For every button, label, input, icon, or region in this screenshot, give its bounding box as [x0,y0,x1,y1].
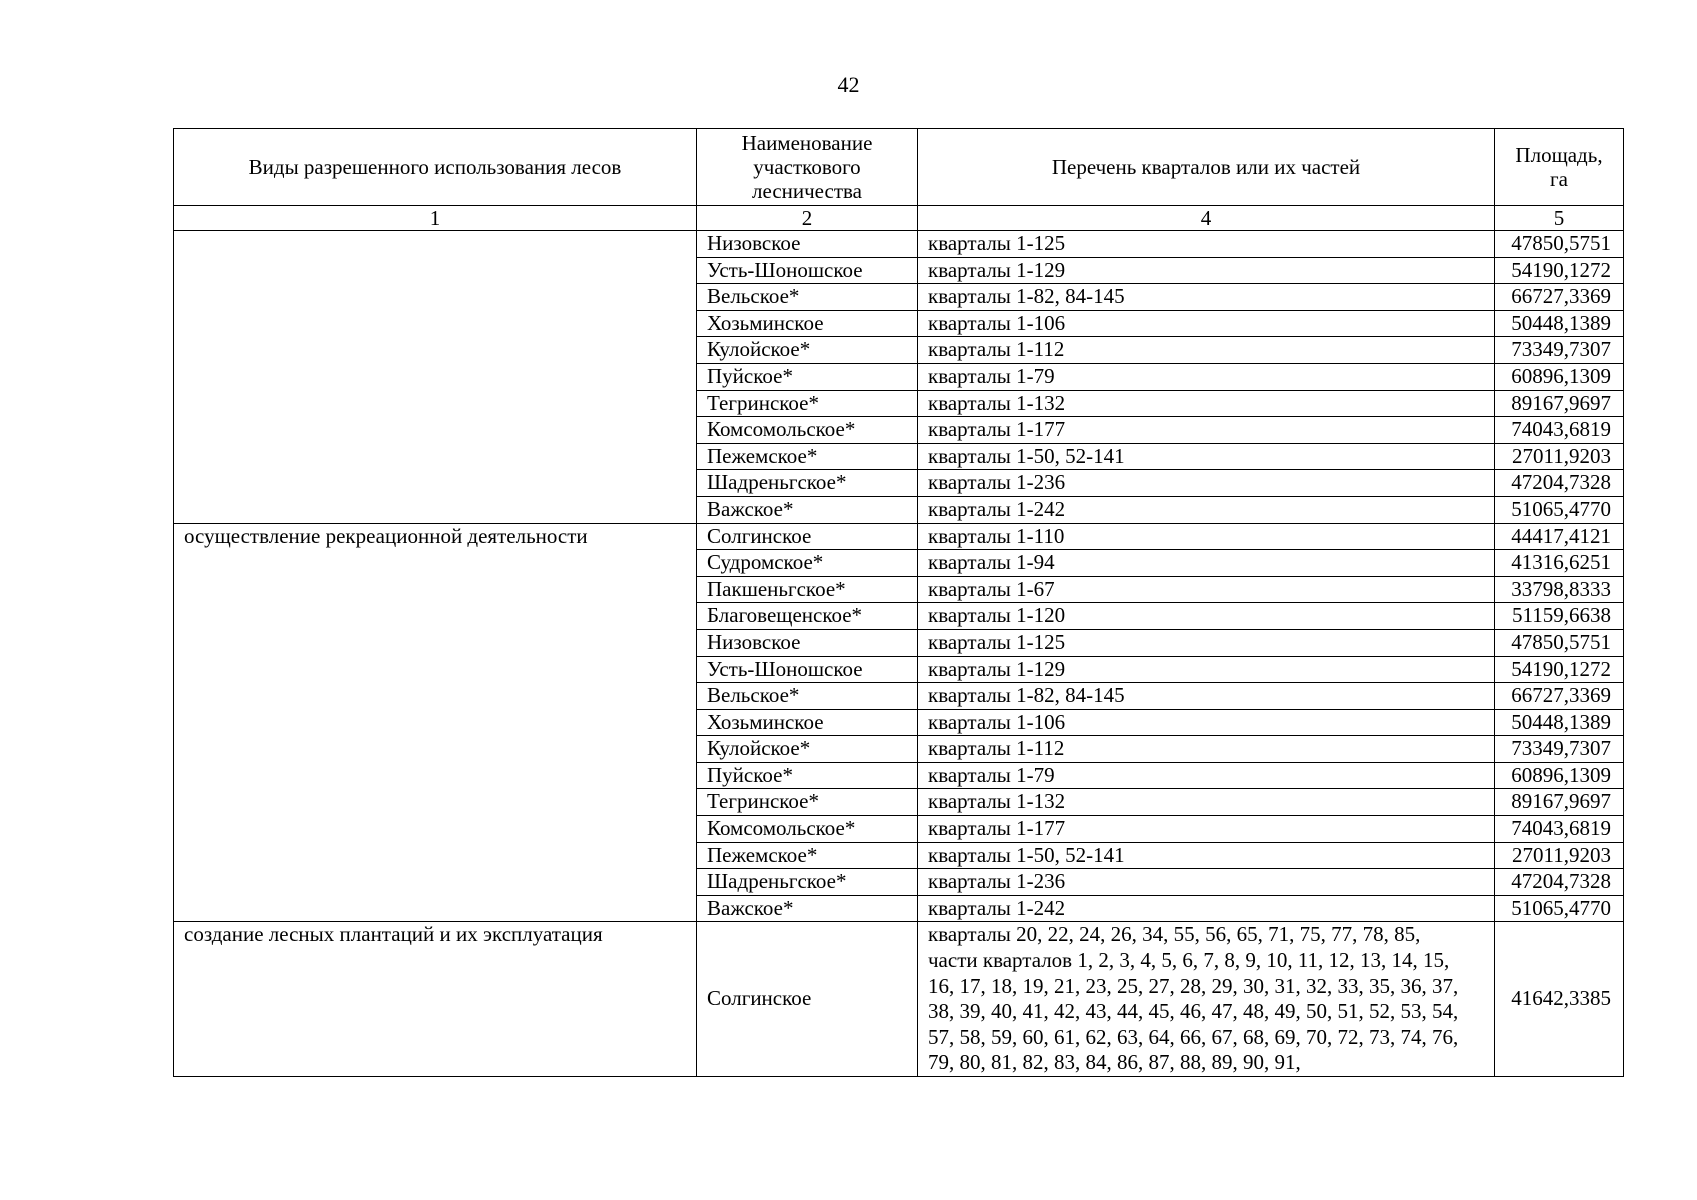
quarters-cell: кварталы 1-129 [918,257,1495,284]
forest-use-table [173,128,1624,1077]
area-cell: 47204,7328 [1495,869,1624,896]
area-cell: 41316,6251 [1495,550,1624,577]
district-cell: Благовещенское* [697,603,918,630]
district-cell: Солгинское [697,922,918,1077]
header-use-type: Виды разрешенного использования лесов [174,129,697,206]
area-cell: 89167,9697 [1495,390,1624,417]
district-cell: Пежемское* [697,842,918,869]
area-cell: 51065,4770 [1495,496,1624,523]
district-cell: Хозьминское [697,310,918,337]
district-cell: Шадреньгское* [697,869,918,896]
district-cell: Кулойское* [697,736,918,763]
area-cell: 66727,3369 [1495,284,1624,311]
area-cell: 54190,1272 [1495,257,1624,284]
quarters-cell: кварталы 1-50, 52-141 [918,443,1495,470]
area-cell: 51159,6638 [1495,603,1624,630]
area-cell: 27011,9203 [1495,842,1624,869]
header-area: Площадь, га [1495,129,1624,206]
use-type-cell [174,231,697,524]
column-number-row [174,206,1624,231]
district-cell: Хозьминское [697,709,918,736]
quarters-cell: кварталы 1-112 [918,736,1495,763]
quarters-cell: кварталы 1-132 [918,789,1495,816]
district-cell: Комсомольское* [697,816,918,843]
area-cell: 47850,5751 [1495,629,1624,656]
table-row [174,922,1624,1077]
district-cell: Тегринское* [697,789,918,816]
quarters-cell: кварталы 1-94 [918,550,1495,577]
quarters-cell: кварталы 1-106 [918,310,1495,337]
area-cell: 54190,1272 [1495,656,1624,683]
district-cell: Усть-Шоношское [697,656,918,683]
district-cell: Шадреньгское* [697,470,918,497]
area-cell: 66727,3369 [1495,683,1624,710]
quarters-cell: кварталы 1-82, 84-145 [918,284,1495,311]
district-cell: Пежемское* [697,443,918,470]
area-cell: 51065,4770 [1495,895,1624,922]
area-cell: 47850,5751 [1495,231,1624,258]
column-number: 5 [1495,206,1624,231]
area-cell: 27011,9203 [1495,443,1624,470]
district-cell: Вельское* [697,284,918,311]
quarters-cell: кварталы 1-112 [918,337,1495,364]
table-header-row [174,129,1624,206]
quarters-cell: кварталы 1-50, 52-141 [918,842,1495,869]
district-cell: Пуйское* [697,363,918,390]
area-cell: 41642,3385 [1495,922,1624,1077]
district-cell: Судромское* [697,550,918,577]
district-cell: Кулойское* [697,337,918,364]
quarters-cell: кварталы 1-236 [918,470,1495,497]
quarters-cell: кварталы 1-242 [918,895,1495,922]
district-cell: Важское* [697,895,918,922]
district-cell: Солгинское [697,523,918,550]
use-type-cell: создание лесных плантаций и их эксплуатация [174,922,697,1077]
quarters-cell: кварталы 1-79 [918,363,1495,390]
district-cell: Важское* [697,496,918,523]
quarters-cell: кварталы 1-120 [918,603,1495,630]
area-cell: 50448,1389 [1495,709,1624,736]
use-type-cell: осуществление рекреационной деятельности [174,523,697,922]
table-row [174,523,1624,550]
district-cell: Пакшеньгское* [697,576,918,603]
header-district: Наименование участкового лесничества [697,129,918,206]
quarters-cell: кварталы 1-79 [918,762,1495,789]
area-cell: 74043,6819 [1495,816,1624,843]
quarters-cell: кварталы 1-110 [918,523,1495,550]
quarters-cell: кварталы 1-129 [918,656,1495,683]
quarters-cell: кварталы 1-236 [918,869,1495,896]
quarters-cell: кварталы 1-177 [918,816,1495,843]
quarters-cell: кварталы 1-106 [918,709,1495,736]
area-cell: 60896,1309 [1495,363,1624,390]
area-cell: 74043,6819 [1495,417,1624,444]
district-cell: Низовское [697,231,918,258]
area-cell: 47204,7328 [1495,470,1624,497]
quarters-cell: кварталы 1-125 [918,231,1495,258]
quarters-cell: кварталы 1-125 [918,629,1495,656]
district-cell: Низовское [697,629,918,656]
quarters-cell: кварталы 1-132 [918,390,1495,417]
area-cell: 73349,7307 [1495,337,1624,364]
district-cell: Вельское* [697,683,918,710]
page-number: 42 [837,72,860,97]
area-cell: 50448,1389 [1495,310,1624,337]
area-cell: 60896,1309 [1495,762,1624,789]
district-cell: Усть-Шоношское [697,257,918,284]
table-body [174,231,1624,1077]
quarters-cell: кварталы 1-82, 84-145 [918,683,1495,710]
quarters-cell: кварталы 1-67 [918,576,1495,603]
district-cell: Тегринское* [697,390,918,417]
quarters-cell: кварталы 1-242 [918,496,1495,523]
area-cell: 89167,9697 [1495,789,1624,816]
area-cell: 44417,4121 [1495,523,1624,550]
area-cell: 73349,7307 [1495,736,1624,763]
column-number: 1 [174,206,697,231]
column-number: 2 [697,206,918,231]
table-row [174,231,1624,258]
area-cell: 33798,8333 [1495,576,1624,603]
quarters-cell: кварталы 1-177 [918,417,1495,444]
column-number: 4 [918,206,1495,231]
district-cell: Пуйское* [697,762,918,789]
district-cell: Комсомольское* [697,417,918,444]
header-quarters: Перечень кварталов или их частей [918,129,1495,206]
quarters-cell: кварталы 20, 22, 24, 26, 34, 55, 56, 65, 71, 75, 77, 78, 85, части кварталов 1, 2, 3, 4, 5, 6, 7, 8, 9, 10, 11, 12, 13, 14, 15, 16, 17, 18, 19, 21, 23, 25, 27, 28, 29, 30, 31, 32, 33, 35, 36, 37, 38, 39, 40, 41, 42, 43, 44, 45, 46, 47, 48, 49, 50, 51, 52, 53, 54, 57, 58, 59, 60, 61, 62, 63, 64, 66, 67, 68, 69, 70, 72, 73, 74, 76, 79, 80, 81, 82, 83, 84, 86, 87, 88, 89, 90, 91, [918,922,1495,1077]
